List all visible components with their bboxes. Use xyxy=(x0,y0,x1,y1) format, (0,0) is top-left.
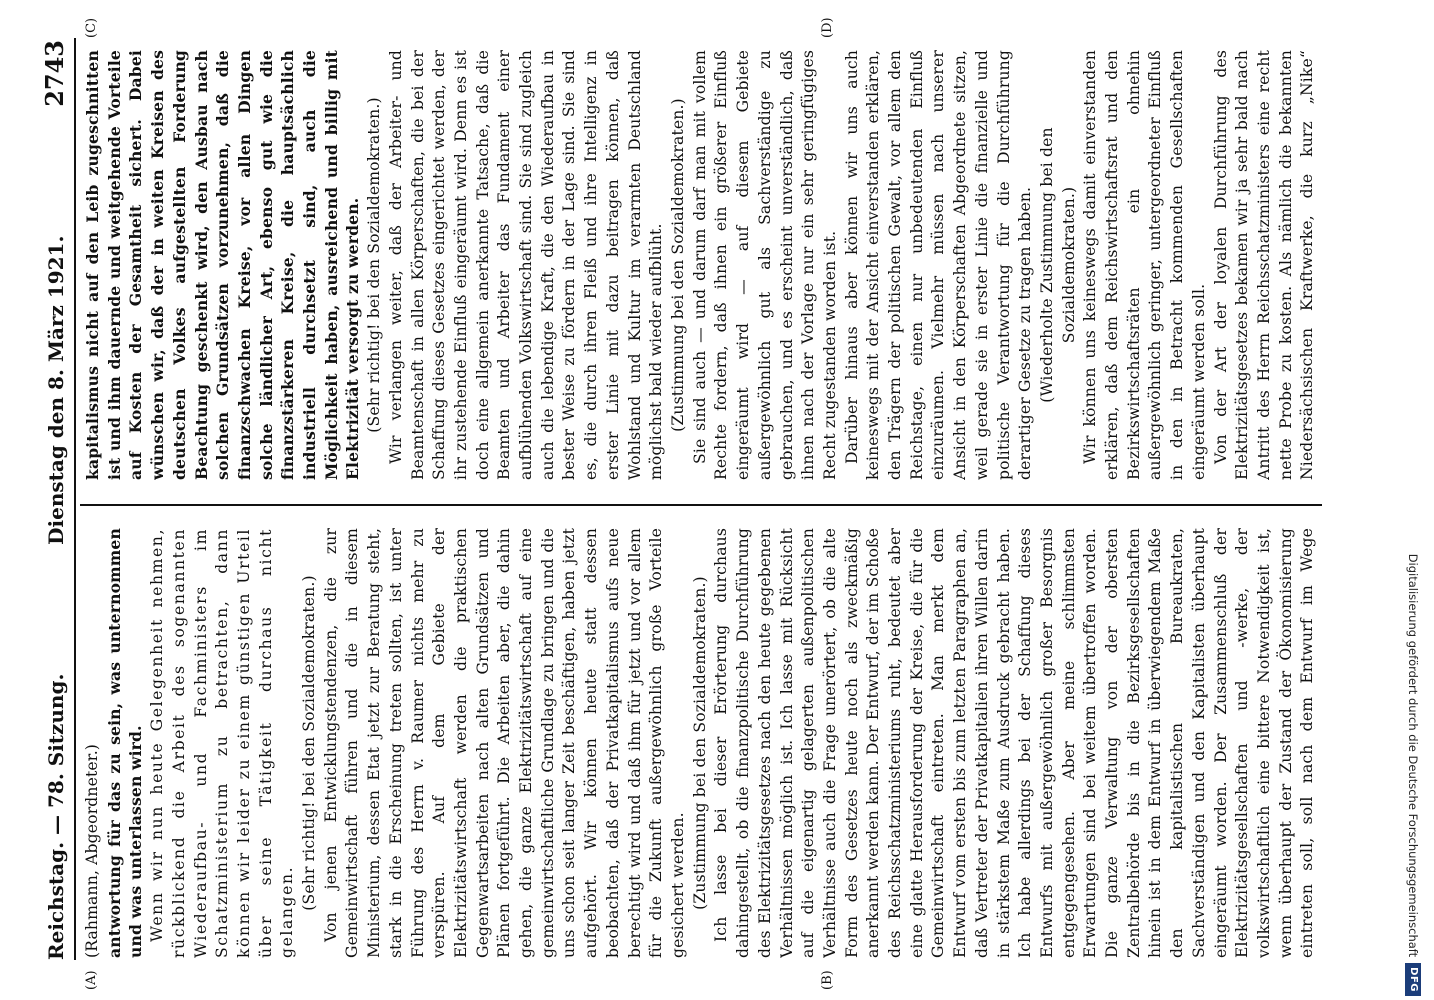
left-paragraph-1: antwortung für das zu sein, was unternommen und was unterlassen wird. xyxy=(104,528,146,958)
right-paragraph-1: kapitalismus nicht auf den Leib zugeschnitten ist und ihm dauernde und weitgehende Vorteile auf Kosten der Gesamtheit sichert. Dabei wünschen wir, daß der in weiten Kreisen des deutschen Volkes aufgestellten Forderung Beachtung geschenkt wird, den Ausbau nach solchen Grundsätzen vorzunehmen, daß die finanzschwachen Kreise, vor allen Dingen solche ländlicher Art, ebenso gut wie die finanzstärkeren Kreise, die hauptsächlich industriell durchsetzt sind, auch die Möglichkeit haben, ausreichend und billig mit Elektrizität versorgt zu werden. xyxy=(83,50,363,480)
right-paragraph-3: Sie sind auch — und darum darf man mit vollem Rechte fordern, daß ihnen ein größerer Einfluß eingeräumt wird — auf diesem Gebiete außergewöhnlich gut als Sachverständige zu gebrauchen, und es erscheint unverständlich, daß ihnen nach der Vorlage nur ein sehr geringfügiges Recht zugestanden worden ist. xyxy=(690,50,839,480)
header-date: Dienstag den 8. März 1921. xyxy=(44,235,68,545)
marker-d: (D) xyxy=(820,17,835,38)
right-paragraph-6: Von der Art der loyalen Durchführung des Elektrizitätsgesetzes bekamen wir ja sehr bald nach Antritt des Herrn Reichsschatzministers eine recht nette Probe zu kosten. Als nämlich die bekannten Niedersächsischen Kraftwerke, die kurz „Nike“ xyxy=(1211,50,1317,480)
digitization-note: Digitalisierung gefördert durch die Deutsche Forschungsgemeinschaft xyxy=(1406,553,1420,958)
right-paragraph-4: Darüber hinaus aber können wir uns auch keineswegs mit der Ansicht einverstanden erklären, den Trägern der politischen Gewalt, vor allem den Reichstage, einen nur unbedeutenden Einfluß einzuräumen. Vielmehr müssen nach unserer Ansicht in den Körperschaften Abgeordnete sitzen, weil gerade sie in erster Linie die finanzielle und politische Verantwortung für die Durchführung derartiger Gesetze zu tragen haben. xyxy=(842,50,1035,480)
left-paragraph-3: Von jenen Entwicklungstendenzen, die zur Gemeinwirtschaft führen und die in diesem Ministerium, dessen Etat jetzt zur Beratung steht, stark in die Erscheinung treten sollten, ist unter Führung des Herrn v. Raumer nichts mehr zu verspüren. Auf dem Gebiete der Elektrizitätswirtschaft werden die praktischen Gegenwartsarbeiten nach alten Grundsätzen und Plänen fortgeführt. Die Arbeiten aber, die dahin gehen, die ganze Elektrizitätswirtschaft auf eine gemeinwirtschaftliche Grundlage zu bringen und die uns schon seit langer Zeit beschäftigen, haben jetzt aufgehört. Wir können heute statt dessen beobachten, daß der Privatkapitalismus aufs neue berechtigt wird und daß ihm für jetzt und vor allem für die Zukunft außergewöhnlich große Vorteile gesichert werden. xyxy=(321,528,687,958)
digitization-footer xyxy=(1404,4,1434,996)
right-paragraph-2: Wir verlangen weiter, daß der Arbeiter- und Beamtenschaft in allen Körperschaften, die bei der Schaffung dieses Gesetzes eingerichtet werden, der ihr zustehende Einfluß eingeräumt wird. Denn es ist doch eine allgemein anerkannte Tatsache, daß die Beamten und Arbeiter das Fundament einer aufblühenden Volkswirtschaft sind. Sie sind zugleich auch die lebendige Kraft, die den Wiederaufbau in bester Weise zu fördern in der Lage sind. Sie sind es, die durch ihren Fleiß und ihre Intelligenz in erster Linie mit dazu beitragen können, daß Wohlstand und Kultur im verarmten Deutschland möglichst bald wieder aufblüht. xyxy=(386,50,666,480)
header-rule xyxy=(74,38,76,960)
left-interjection-1: (Sehr richtig! bei den Sozialdemokraten.) xyxy=(300,575,319,911)
right-interjection-3: (Wiederholte Zustimmung bei den Sozialdemokraten.) xyxy=(1037,127,1078,403)
page-header xyxy=(40,40,70,960)
left-column xyxy=(82,528,1322,958)
speaker-note: (Rahmann, Abgeordneter.) xyxy=(83,743,101,958)
marker-b: (B) xyxy=(820,970,835,990)
right-interjection-2: (Zustimmung bei den Sozialdemokraten.) xyxy=(668,98,687,432)
header-left-title: Reichstag. — 78. Sitzung. xyxy=(44,673,68,960)
left-paragraph-4: Ich lasse bei dieser Erörterung durchaus dahingestellt, ob die finanzpolitische Durchführung des Elektrizitätsgesetzes nach den heute gegebenen Verhältnissen möglich ist. Ich lasse mit Rücksicht auf die eigenartig gelagerten außenpolitischen Verhältnisse auch die Frage unerörtert, ob die alte Form des Gesetzes heute noch als zweckmäßig anerkannt werden kann. Der Entwurf, der im Schoße des Reichsschatzministeriums ruht, bedeutet aber eine glatte Herausforderung der Kreise, die für die Gemeinwirtschaft eintreten. Man merkt dem Entwurf vom ersten bis zum letzten Paragraphen an, daß Vertreter der Privatkapitalien ihren Willen darin in stärkstem Maße zum Ausdruck gebracht haben. Ich habe allerdings bei der Schaffung dieses Entwurfs mit außergewöhnlich großer Besorgnis entgegengesehen. Aber meine schlimmsten Erwartungen sind bei weitem übertroffen worden. Die ganze Verwaltung von der obersten Zentralbehörde bis in die Bezirksgesellschaften hinein ist in dem Entwurf in überwiegendem Maße den kapitalistischen Bureaukraten, Sachverständigen und den Kapitalisten überhaupt eingeräumt worden. Der Zusammenschluß der Elektrizitätsgesellschaften und -werke, der volkswirtschaftlich eine bittere Notwendigkeit ist, wenn überhaupt der Zustand der Ökonomisierung eintreten soll, soll nach dem Entwurf im Wege xyxy=(712,528,1317,958)
right-interjection-1: (Sehr richtig! bei den Sozialdemokraten.) xyxy=(365,97,384,433)
marker-c: (C) xyxy=(84,17,99,38)
left-interjection-2: (Zustimmung bei den Sozialdemokraten.) xyxy=(690,576,709,910)
column-divider xyxy=(80,504,1322,506)
right-column xyxy=(82,50,1322,480)
dfg-logo: DFG xyxy=(1405,963,1421,996)
marker-a: (A) xyxy=(84,970,99,990)
page-number: 2743 xyxy=(40,40,69,107)
right-paragraph-5: Wir können uns keineswegs damit einverstanden erklären, daß dem Reichswirtschaftsrat und den Bezirkswirtschaftsräten ein ohnehin außergewöhnlich geringer, untergeordneter Einfluß in den in Betracht kommenden Gesellschaften eingeräumt werden soll. xyxy=(1081,50,1208,480)
digitization-footer-text xyxy=(1398,4,1428,996)
left-paragraph-2: Wenn wir nun heute Gelegenheit nehmen, rückblickend die Arbeit des sogenannten Wiederaufbau- und Fachministers im Schatzministerium zu betrachten, dann können wir leider zu einem günstigen Urteil über seine Tätigkeit durchaus nicht gelangen. xyxy=(148,528,297,958)
